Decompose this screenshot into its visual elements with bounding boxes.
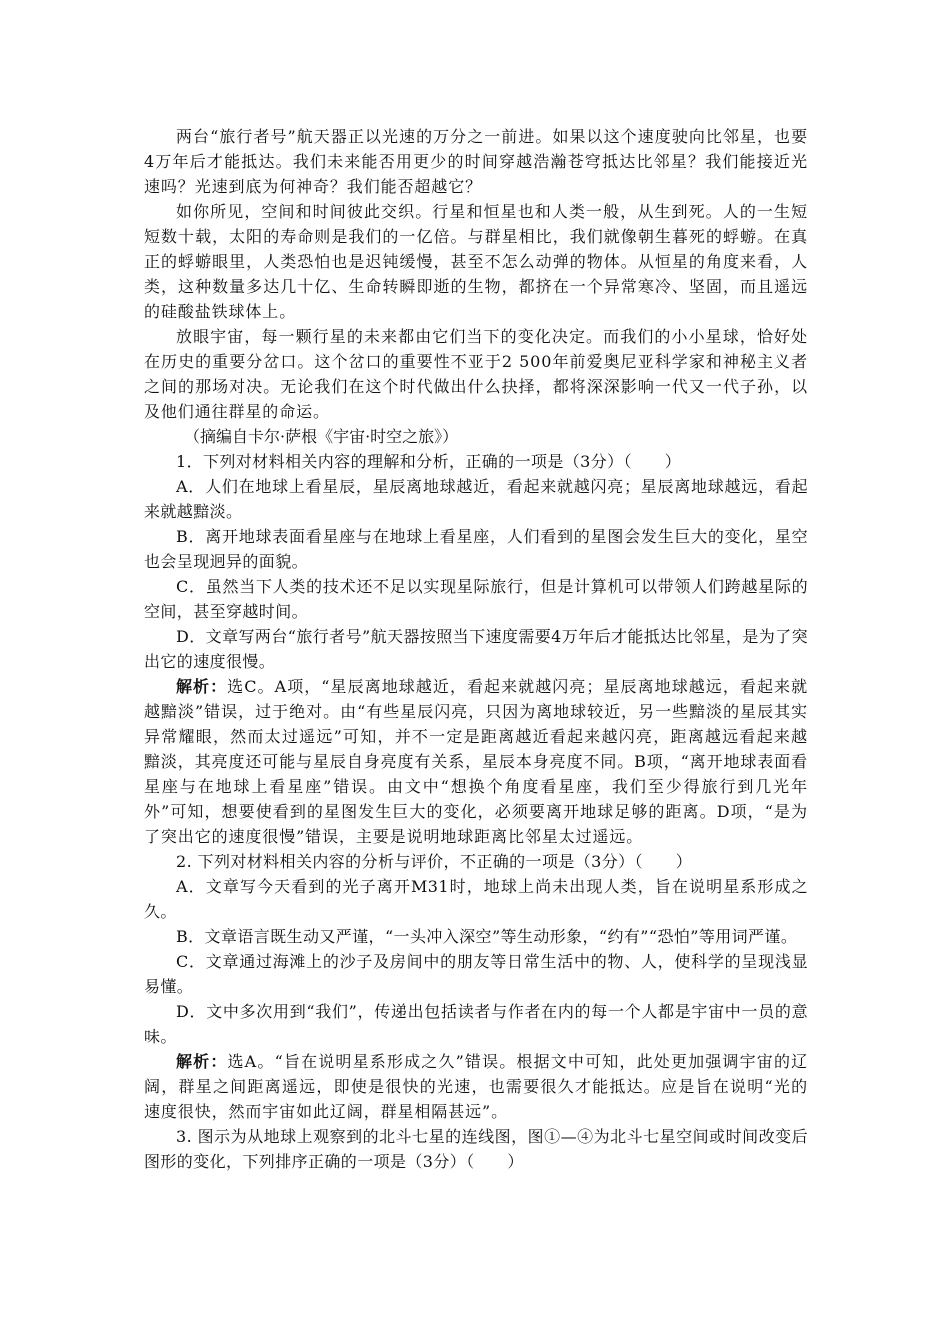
analysis-label: 解析：: [176, 677, 228, 696]
analysis-text: 选C。A项，“星辰离地球越近，看起来就越闪亮；星辰离地球越远，看起来就越黯淡”错误，过于绝对。由“有些星辰闪亮，只因为离地球较近，另一些黯淡的星辰其实异常耀眼，然而太过遥远”可知，并不一定是距离越近看起来越闪亮，距离越远看起来越黯淡，其亮度还可能与星辰自身亮度有关系，星辰本身亮度不同。B项，“离开地球表面看星座与在地球上看星座”错误。由文中“想换个角度看星座，我们至少得旅行到几光年外”可知，想要使看到的星图发生巨大的变化，必须要离开地球足够的距离。D项，“是为了突出它的速度很慢”错误，主要是说明地球距离比邻星太过遥远。: [144, 677, 808, 846]
question-2-option-a: A．文章写今天看到的光子离开M31时，地球上尚未出现人类，旨在说明星系形成之久。: [144, 877, 808, 921]
analysis-text: 选A。“旨在说明星系形成之久”错误。根据文中可知，此处更加强调宇宙的辽阔，群星之间距离遥远，即使是很快的光速，也需要很久才能抵达。应是旨在说明“光的速度很快，然而宇宙如此辽阔，群星相隔甚远”。: [144, 1052, 809, 1121]
document-page: [144, 124, 808, 1174]
passage-source: （摘编自卡尔·萨根《宇宙·时空之旅》）: [184, 427, 459, 446]
question-2-analysis: [144, 1049, 808, 1124]
question-2-option-c: C．文章通过海滩上的沙子及房间中的朋友等日常生活中的物、人，使科学的呈现浅显易懂。: [144, 952, 808, 996]
question-1-option-c: C．虽然当下人类的技术还不足以实现星际旅行，但是计算机可以带领人们跨越星际的空间，甚至穿越时间。: [144, 577, 808, 621]
question-1-stem: 1．下列对材料相关内容的理解和分析，正确的一项是（3分）（ ）: [176, 452, 682, 471]
passage-paragraph-2: 如你所见，空间和时间彼此交织。行星和恒星也和人类一般，从生到死。人的一生短短数十载，太阳的寿命则是我们的一亿倍。与群星相比，我们就像朝生暮死的蜉蝣。在真正的蜉蝣眼里，人类恐怕也是迟钝缓慢，甚至不怎么动弹的物体。从恒星的角度来看，人类，这种数量多达几十亿、生命转瞬即逝的生物，都挤在一个异常寒冷、坚固，而且遥远的硅酸盐铁球体上。: [144, 202, 808, 321]
question-2-option-d: D．文中多次用到“我们”，传递出包括读者与作者在内的每一个人都是宇宙中一员的意味。: [144, 1002, 808, 1046]
question-1-option-a: A．人们在地球上看星辰，星辰离地球越近，看起来就越闪亮；星辰离地球越远，看起来就越黯淡。: [144, 477, 808, 521]
question-1-analysis: [144, 674, 808, 849]
question-2-stem: 2. 下列对材料相关内容的分析与评价，不正确的一项是（3分）（ ）: [176, 852, 693, 871]
analysis-label: 解析：: [176, 1052, 228, 1071]
question-2-option-b: B．文章语言既生动又严谨，“一头冲入深空”等生动形象，“约有”“恐怕”等用词严谨。: [176, 927, 798, 946]
question-3-stem: 3. 图示为从地球上观察到的北斗七星的连线图，图①—④为北斗七星空间或时间改变后图形的变化，下列排序正确的一项是（3分）（ ）: [144, 1127, 808, 1171]
passage-paragraph-3: 放眼宇宙，每一颗行星的未来都由它们当下的变化决定。而我们的小小星球，恰好处在历史的重要分岔口。这个岔口的重要性不亚于2 500年前爱奥尼亚科学家和神秘主义者之间的那场对决。无论我们在这个时代做出什么抉择，都将深深影响一代又一代子孙，以及他们通往群星的命运。: [144, 327, 808, 421]
passage-paragraph-1: 两台“旅行者号”航天器正以光速的万分之一前进。如果以这个速度驶向比邻星，也要4万年后才能抵达。我们未来能否用更少的时间穿越浩瀚苍穹抵达比邻星？我们能接近光速吗？光速到底为何神奇？我们能否超越它？: [144, 127, 808, 196]
question-1-option-b: B．离开地球表面看星座与在地球上看星座，人们看到的星图会发生巨大的变化，星空也会呈现迥异的面貌。: [144, 527, 808, 571]
question-1-option-d: D．文章写两台“旅行者号”航天器按照当下速度需要4万年后才能抵达比邻星，是为了突出它的速度很慢。: [144, 627, 808, 671]
